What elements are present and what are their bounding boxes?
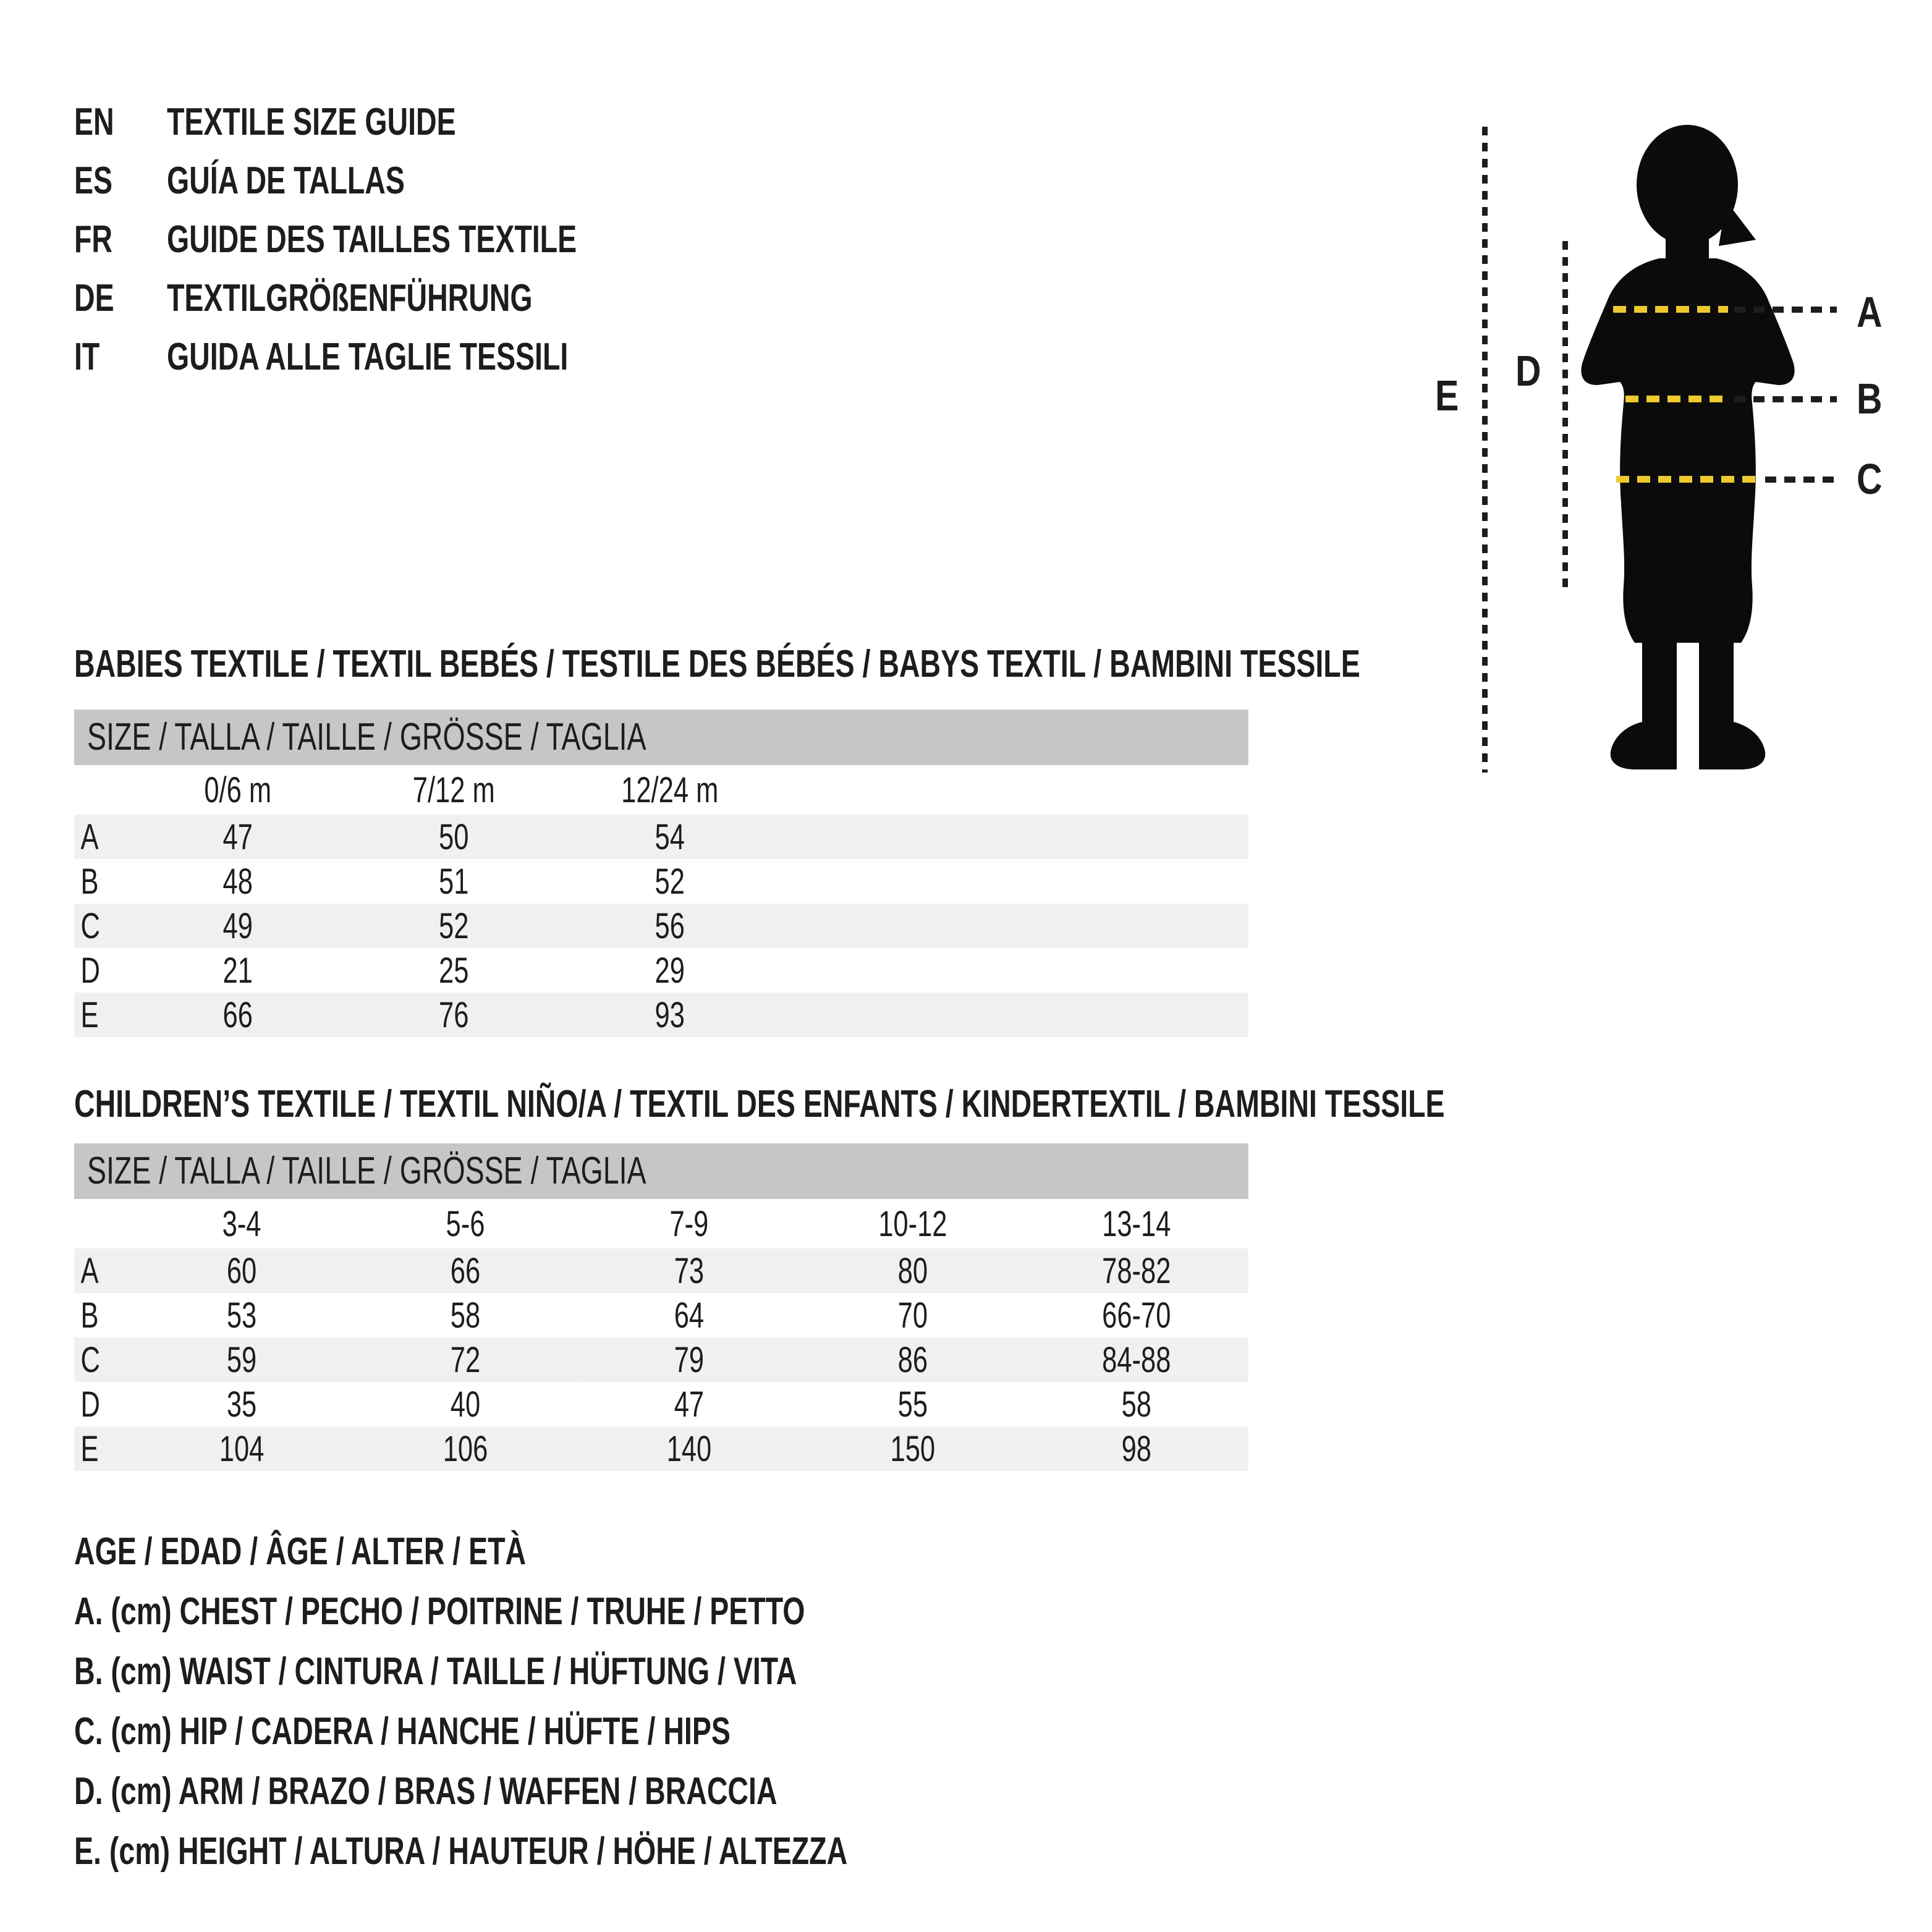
size-row-label: E (80, 994, 99, 1035)
size-row-label: D (80, 1384, 100, 1425)
size-cell: 54 (655, 816, 685, 857)
measurement-legend (74, 1522, 847, 1881)
empty-cell (1013, 904, 1248, 948)
size-column-header: 13-14 (1102, 1203, 1171, 1244)
empty-cell (1013, 765, 1248, 815)
size-cell: 60 (226, 1250, 257, 1291)
size-column-header: 10-12 (878, 1203, 947, 1244)
marker-label-e: E (1435, 371, 1459, 420)
size-row-label: B (80, 1295, 99, 1336)
table-row (74, 1248, 1248, 1293)
table-row (74, 1426, 1248, 1471)
language-row (74, 151, 577, 210)
size-cell: 55 (897, 1384, 928, 1425)
size-cell: 56 (655, 905, 685, 946)
size-cell: 70 (897, 1295, 928, 1336)
legend-height-line: E. (cm) HEIGHT / ALTURA / HAUTEUR / HÖHE / ALTEZZA (74, 1830, 848, 1873)
legend-chest-line: A. (cm) CHEST / PECHO / POITRINE / TRUHE / PETTO (74, 1590, 805, 1633)
children-table (74, 1199, 1248, 1471)
size-cell: 35 (226, 1384, 257, 1425)
babies-size-header-bar: SIZE / TALLA / TAILLE / GRÖSSE / TAGLIA (74, 710, 1248, 765)
babies-table (74, 765, 1248, 1037)
size-cell: 58 (1121, 1384, 1151, 1425)
babies-column-header-row (74, 765, 1248, 815)
language-title: GUIDA ALLE TAGLIE TESSILI (167, 336, 569, 378)
legend-age-line: AGE / EDAD / ÂGE / ALTER / ETÀ (74, 1530, 527, 1573)
size-cell: 79 (674, 1339, 705, 1380)
table-row (74, 1382, 1248, 1426)
table-row (74, 948, 1248, 993)
language-row (74, 210, 577, 269)
table-row (74, 1293, 1248, 1337)
size-cell: 66 (222, 994, 253, 1035)
language-row (74, 93, 577, 151)
size-cell: 76 (439, 994, 469, 1035)
language-code: DE (74, 277, 114, 320)
empty-cell (778, 765, 1014, 815)
size-cell: 78-82 (1102, 1250, 1171, 1291)
size-cell: 49 (222, 905, 253, 946)
size-cell: 50 (439, 816, 469, 857)
table-row (74, 815, 1248, 859)
babies-size-table (74, 710, 1248, 1037)
language-title: TEXTILGRÖßENFÜHRUNG (167, 277, 533, 320)
table-row (74, 859, 1248, 904)
size-cell: 84-88 (1102, 1339, 1171, 1380)
marker-label-b: B (1857, 375, 1883, 423)
size-cell: 25 (439, 950, 469, 991)
size-cell: 53 (226, 1295, 257, 1336)
marker-label-d: D (1515, 347, 1541, 395)
size-cell: 80 (897, 1250, 928, 1291)
corner-cell (74, 765, 130, 815)
language-row (74, 328, 577, 386)
empty-cell (1013, 815, 1248, 859)
empty-cell (778, 948, 1014, 993)
size-cell: 140 (666, 1428, 712, 1469)
empty-cell (778, 859, 1014, 904)
size-column-header: 0/6 m (204, 769, 272, 810)
language-code: IT (74, 336, 100, 378)
legend-arm-line: D. (cm) ARM / BRAZO / BRAS / WAFFEN / BRACCIA (74, 1770, 777, 1813)
language-row (74, 269, 577, 328)
size-cell: 59 (226, 1339, 257, 1380)
table-row (74, 1337, 1248, 1382)
size-cell: 98 (1121, 1428, 1151, 1469)
language-title: GUÍA DE TALLAS (167, 159, 405, 202)
size-cell: 72 (450, 1339, 481, 1380)
marker-label-c: C (1857, 455, 1883, 503)
language-title-list (74, 93, 577, 386)
size-row-label: A (80, 1250, 99, 1291)
babies-section-title: BABIES TEXTILE / TEXTIL BEBÉS / TESTILE DES BÉBÉS / BABYS TEXTIL / BAMBINI TESSILE (74, 643, 1360, 685)
marker-label-a: A (1857, 288, 1883, 336)
empty-cell (778, 993, 1014, 1037)
size-cell: 21 (222, 950, 253, 991)
size-column-header: 3-4 (222, 1203, 261, 1244)
size-row-label: B (80, 861, 99, 902)
language-title: GUIDE DES TAILLES TEXTILE (167, 218, 577, 261)
size-column-header: 7-9 (669, 1203, 709, 1244)
language-title: TEXTILE SIZE GUIDE (167, 101, 456, 143)
size-cell: 40 (450, 1384, 481, 1425)
legend-waist-line: B. (cm) WAIST / CINTURA / TAILLE / HÜFTUNG / VITA (74, 1650, 797, 1693)
size-cell: 106 (443, 1428, 488, 1469)
size-row-label: C (80, 905, 100, 946)
corner-cell (74, 1199, 130, 1248)
size-cell: 73 (674, 1250, 705, 1291)
size-cell: 104 (219, 1428, 265, 1469)
size-cell: 52 (655, 861, 685, 902)
size-cell: 47 (674, 1384, 705, 1425)
size-row-label: D (80, 950, 100, 991)
empty-cell (1013, 948, 1248, 993)
size-cell: 51 (439, 861, 469, 902)
language-code: ES (74, 159, 113, 202)
children-size-table (74, 1143, 1248, 1471)
size-row-label: C (80, 1339, 100, 1380)
children-section-title: CHILDREN’S TEXTILE / TEXTIL NIÑO/A / TEXTIL DES ENFANTS / KINDERTEXTIL / BAMBINI TESSILE (74, 1083, 1445, 1125)
table-row (74, 904, 1248, 948)
size-cell: 93 (655, 994, 685, 1035)
size-cell: 86 (897, 1339, 928, 1380)
size-cell: 58 (450, 1295, 481, 1336)
size-row-label: E (80, 1428, 99, 1469)
language-code: FR (74, 218, 112, 261)
language-code: EN (74, 101, 114, 143)
empty-cell (778, 904, 1014, 948)
size-cell: 150 (890, 1428, 936, 1469)
size-cell: 52 (439, 905, 469, 946)
children-size-header-bar: SIZE / TALLA / TAILLE / GRÖSSE / TAGLIA (74, 1143, 1248, 1199)
children-column-header-row (74, 1199, 1248, 1248)
size-cell: 66-70 (1102, 1295, 1171, 1336)
size-cell: 48 (222, 861, 253, 902)
table-row (74, 993, 1248, 1037)
legend-hip-line: C. (cm) HIP / CADERA / HANCHE / HÜFTE / HIPS (74, 1710, 731, 1753)
size-column-header: 5-6 (446, 1203, 485, 1244)
empty-cell (1013, 993, 1248, 1037)
size-cell: 66 (450, 1250, 481, 1291)
size-column-header: 12/24 m (621, 769, 719, 810)
empty-cell (1013, 859, 1248, 904)
size-cell: 64 (674, 1295, 705, 1336)
empty-cell (778, 815, 1014, 859)
size-cell: 29 (655, 950, 685, 991)
size-cell: 47 (222, 816, 253, 857)
size-row-label: A (80, 816, 99, 857)
size-column-header: 7/12 m (412, 769, 495, 810)
